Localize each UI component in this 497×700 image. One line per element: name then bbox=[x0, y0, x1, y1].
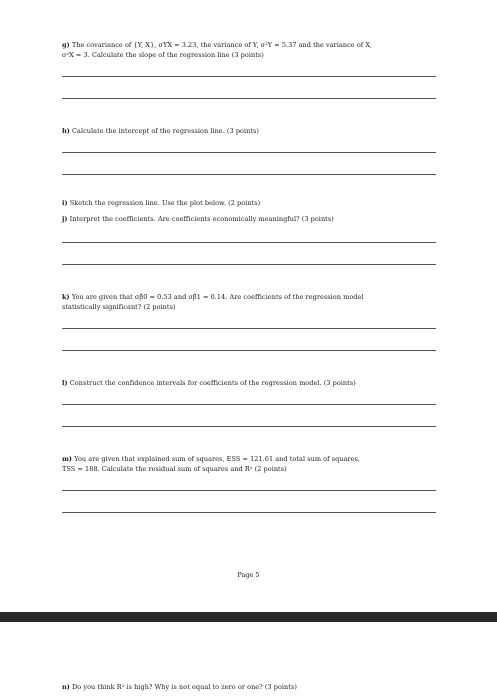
answer-line bbox=[62, 76, 436, 77]
question-text: Calculate the intercept of the regression line. (3 points) bbox=[72, 127, 259, 135]
answer-line bbox=[62, 264, 436, 265]
question-j bbox=[62, 214, 440, 224]
question-text: Interpret the coefficients. Are coefficients economically meaningful? (3 points) bbox=[69, 215, 334, 223]
question-label: g) bbox=[62, 41, 70, 49]
question-label: h) bbox=[62, 127, 70, 135]
question-label: j) bbox=[62, 215, 68, 223]
question-label: m) bbox=[62, 455, 73, 463]
question-label: k) bbox=[62, 293, 70, 301]
question-label: n) bbox=[62, 683, 70, 691]
answer-line bbox=[62, 404, 436, 405]
answer-line bbox=[62, 98, 436, 99]
answer-line bbox=[62, 512, 436, 513]
question-i bbox=[62, 198, 440, 208]
page-number: Page 5 bbox=[237, 571, 260, 579]
question-text-cont: σ²X = 3. Calculate the slope of the regression line (3 points) bbox=[62, 51, 264, 59]
answer-line bbox=[62, 328, 436, 329]
question-text-cont: TSS = 188. Calculate the residual sum of squares and R² (2 points) bbox=[62, 465, 287, 473]
answer-line bbox=[62, 152, 436, 153]
question-h bbox=[62, 126, 440, 136]
question-k bbox=[62, 292, 440, 312]
question-text: You are given that explained sum of squares, ESS = 121.61 and total sum of squares, bbox=[74, 455, 360, 463]
question-g bbox=[62, 40, 440, 60]
question-n bbox=[62, 682, 440, 692]
answer-line bbox=[62, 350, 436, 351]
question-text: The covariance of {Y, X}, σYX = 3.23, the variance of Y, σ²Y = 5.37 and the variance of X, bbox=[71, 41, 373, 49]
question-text: Do you think R² is high? Why is not equal to zero or one? (3 points) bbox=[72, 683, 297, 691]
question-l bbox=[62, 378, 440, 388]
exam-page-6 bbox=[0, 622, 497, 700]
question-label: l) bbox=[62, 379, 68, 387]
answer-line bbox=[62, 426, 436, 427]
question-label: i) bbox=[62, 199, 68, 207]
question-text: Sketch the regression line. Use the plot below. (2 points) bbox=[69, 199, 261, 207]
answer-line bbox=[62, 174, 436, 175]
question-text: Construct the confidence intervals for coefficients of the regression model. (3 points) bbox=[69, 379, 356, 387]
answer-line bbox=[62, 490, 436, 491]
answer-line bbox=[62, 242, 436, 243]
question-text: You are given that σβ̂0 = 0.53 and σβ̂1 = 0.14. Are coefficients of the regression model bbox=[71, 293, 364, 301]
question-text-cont: statistically significant? (2 points) bbox=[62, 303, 176, 311]
question-m bbox=[62, 454, 440, 474]
